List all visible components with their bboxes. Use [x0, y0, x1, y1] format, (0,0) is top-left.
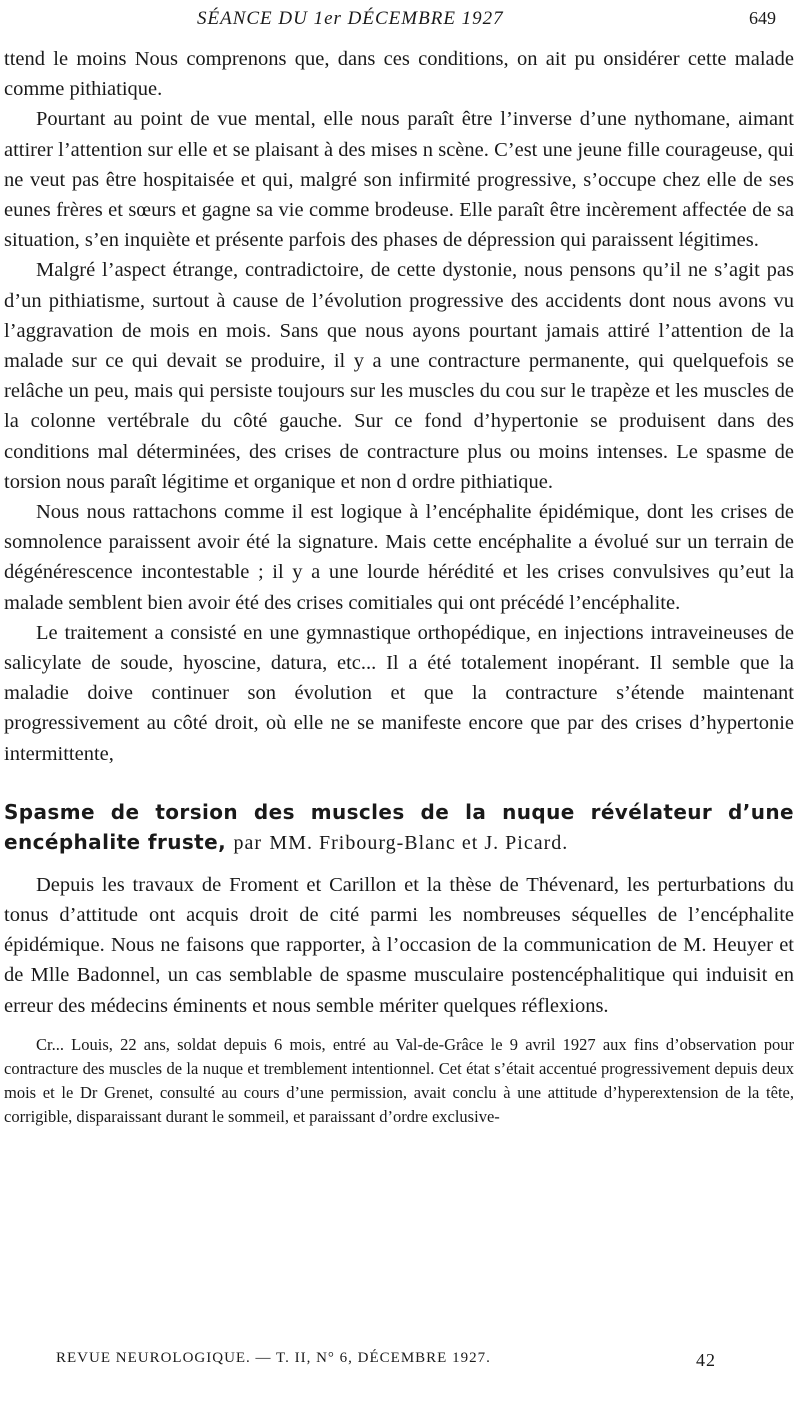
- paragraph-encephalitis: Nous nous rattachons comme il est logique à l’encéphalite épidémique, dont les crises de somnolence paraissent avoir été la signature. Mais cette encéphalite a évolué sur un terrain de dégénérescence incontestable ; il y a une lourde hérédité et les crises convulsives qu’eut la malade semblent bien avoir été des crises comitiales qui ont précédé l’encéphalite.: [4, 501, 794, 614]
- article-by: par: [233, 831, 263, 854]
- running-head: [0, 8, 800, 30]
- article-heading: [4, 797, 794, 858]
- paragraph-continuation: ttend le moins Nous comprenons que, dans ces conditions, on ait pu onsidérer cette malade comme pithiatique.: [4, 48, 794, 101]
- paragraph-mental-state: Pourtant au point de vue mental, elle nous paraît être l’inverse d’une nythomane, aimant attirer l’attention sur elle et se plaisant à des mises n scène. C’est une jeune fille courageuse, qui ne veut pas être hospitaisée et qui, malgré son infirmité progressive, s’occupe chez elle de ses eunes frères et sœurs et gagne sa vie comme brodeuse. Elle paraît être incèrement affectée de sa situation, s’en inquiète et présente parfois des phases de dépression qui paraissent légitimes.: [4, 108, 794, 252]
- case-observation: Cr... Louis, 22 ans, soldat depuis 6 mois, entré au Val-de-Grâce le 9 avril 1927 aux fins d’observation pour contracture des muscles de la nuque et tremblement intentionnel. Cet état s’était accentué progressivement depuis deux mois et le Dr Grenet, consulté au cours d’une permission, avait conclu à une attitude d’hyperextension de la tête, corrigible, disparaissant durant le sommeil, et paraissant d’ordre exclusive-: [4, 1034, 794, 1126]
- paragraph-diagnosis: Malgré l’aspect étrange, contradictoire, de cette dystonie, nous pensons qu’il ne s’agit pas d’un pithiatisme, surtout à cause de l’évolution progressive des accidents dont nous avons vu l’aggravation de mois en mois. Sans que nous ayons pourtant jamais attiré l’attention de la malade sur ce qui devait se produire, il y a une contracture permanente, qui quelquefois se relâche un peu, mais qui persiste toujours sur les muscles du cou sur le trapèze et les muscles de la colonne vertébrale du côté gauche. Sur ce fond d’hypertonie se produisent dans des conditions mal déterminées, des crises de contracture plus ou moins intenses. Le spasme de torsion nous paraît légitime et organique et non d ordre pithiatique.: [4, 259, 794, 493]
- journal-footer: REVUE NEUROLOGIQUE. — T. II, N° 6, DÉCEMBRE 1927.: [56, 1350, 491, 1366]
- signature-number: 42: [696, 1350, 716, 1370]
- paragraph-treatment: Le traitement a consisté en une gymnastique orthopédique, en injections intraveineuses de salicylate de soude, hyoscine, datura, etc... Il a été totalement inopérant. Il semble que la maladie doive continuer son évolution et que la contracture s’étende maintenant progressivement au côté droit, où elle ne se manifeste encore que par des crises d’hypertonie intermittente,: [4, 621, 794, 765]
- running-head-title: SÉANCE DU 1er DÉCEMBRE 1927: [197, 8, 504, 29]
- page-footer: [56, 1350, 716, 1374]
- article-authors: MM. Fribourg-Blanc et J. Picard.: [269, 831, 569, 854]
- body-text: [4, 44, 794, 1129]
- article-title: Spasme de torsion des muscles de la nuque révélateur d’une encéphalite fruste,: [4, 799, 794, 854]
- article-intro-paragraph: Depuis les travaux de Froment et Carillon et la thèse de Thévenard, les perturbations du tonus d’attitude ont acquis droit de cité parmi les nombreuses séquelles de l’encéphalite épidémique. Nous ne faisons que rapporter, à l’occasion de la communication de M. Heuyer et de Mlle Badonnel, un cas semblable de spasme musculaire postencéphalitique qui induisit en erreur des médecins éminents et nous semble mériter quelques réflexions.: [4, 873, 794, 1017]
- page-number: 649: [749, 8, 776, 28]
